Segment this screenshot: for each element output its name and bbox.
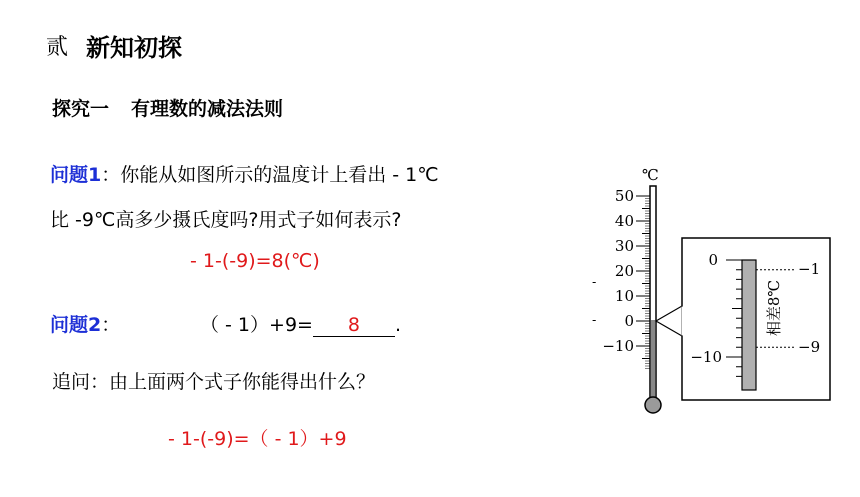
thermometer-scale [636, 196, 650, 359]
callout-pointer [656, 306, 682, 336]
thermometer-tube [645, 186, 661, 413]
zoom-column [742, 260, 756, 390]
question1-answer: - 1-(-9)=8(℃) [190, 250, 320, 272]
tick-label-30: 30 [614, 237, 634, 255]
subtitle-part2: 有理数的减法法则 [131, 98, 284, 120]
question2-line [50, 310, 120, 337]
unit-label: ℃ [642, 166, 659, 184]
difference-label: 相差8℃ [765, 279, 783, 337]
question1-colon: ： [101, 164, 121, 186]
tick-label-0: 0 [624, 312, 634, 330]
tick-label-50: 50 [614, 187, 634, 205]
question2-label: 问题2 [50, 314, 102, 336]
zoom-label-minus9: −9 [798, 338, 821, 356]
subtitle [52, 94, 283, 121]
question1-line1 [50, 160, 439, 187]
subtitle-part1: 探究一 [52, 98, 110, 120]
question2-blank: 8 [313, 314, 395, 337]
zoom-label-minus10: −10 [690, 348, 722, 366]
thermometer-bulb [645, 397, 661, 413]
question2-expression [200, 310, 401, 337]
followup-answer: - 1-(-9)=（ - 1）+9 [168, 428, 347, 450]
section-number: 贰 [46, 35, 69, 60]
question2-expr: （ - 1）+9= [200, 314, 313, 336]
question1-text: 你能从如图所示的温度计上看出 - 1℃ [120, 164, 439, 186]
tick-label-20: 20 [614, 262, 634, 280]
question1-label: 问题1 [50, 164, 102, 186]
tick-label-10: 10 [614, 287, 634, 305]
thermometer-figure [590, 160, 840, 420]
question2-colon: ： [101, 314, 121, 336]
followup-question: 追问：由上面两个式子你能得出什么？ [52, 371, 376, 393]
question2-period: . [394, 314, 401, 336]
zoom-label-minus1: −1 [798, 260, 821, 278]
zoom-label-0: 0 [708, 251, 718, 269]
side-mark-1: - [592, 275, 597, 289]
section-title: 新知初探 [86, 34, 182, 62]
side-mark-2: - [592, 313, 597, 327]
question1-line2: 比 -9℃高多少摄氏度吗?用式子如何表示? [50, 209, 402, 231]
tick-label-40: 40 [614, 212, 634, 230]
tick-label-minus10: −10 [602, 337, 634, 355]
